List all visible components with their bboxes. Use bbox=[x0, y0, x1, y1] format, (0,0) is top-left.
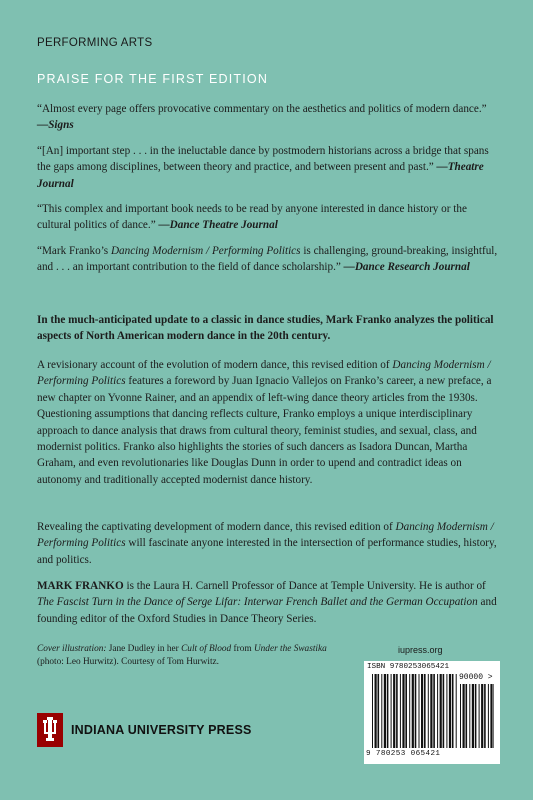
quote-text: “Mark Franko’s bbox=[37, 244, 111, 257]
lead-paragraph: In the much-anticipated update to a classic in dance studies, Mark Franko analyzes the political aspects of North American modern dance in the 20th century. bbox=[37, 314, 494, 343]
description-paragraph bbox=[37, 357, 499, 488]
description-text: features a foreword by Juan Ignacio Vallejos on Franko’s career, a new preface, a new chapter on Yvonne Rainer, and an appendix of left-wing dance theory articles from the 1930s. Questioning assumptions that dancing reflects culture, Franko employs a unique interdisciplinary approach to dance analysis that draws from cultural theory, feminist studies, and sexual, class, and modernist politics. Franko also highlights the stories of such dancers as Isadora Duncan, Martha Graham, and even revolutionaries like Douglas Dunn in order to upend and contradict ideas on autonomy and traditionally accepted modernist dance history. bbox=[37, 375, 492, 486]
price-code: 90000 > bbox=[459, 673, 493, 682]
quote-text: “[An] important step . . . in the ineluctable dance by postmodern historians across a bridge that spans the gaps among disciplines, between theory and practice, and between present and past.” bbox=[37, 144, 489, 174]
quote-text: “This complex and important book needs to be read by anyone interested in dance history or the cultural politics of dance.” bbox=[37, 203, 467, 232]
book-title: Dancing Modernism / Performing Politics bbox=[37, 359, 491, 388]
publisher-name: INDIANA UNIVERSITY PRESS bbox=[71, 723, 252, 737]
author-name: MARK FRANKO bbox=[37, 580, 124, 592]
quote-source: —Signs bbox=[37, 119, 74, 132]
closing-paragraph bbox=[37, 519, 499, 568]
praise-quotes bbox=[37, 101, 499, 285]
quote-source: —Dance Theatre Journal bbox=[158, 219, 278, 232]
barcode-bars-icon bbox=[372, 674, 458, 748]
quote bbox=[37, 243, 499, 276]
praise-heading: PRAISE FOR THE FIRST EDITION bbox=[37, 72, 269, 86]
cover-credit-source: Under the Swastika bbox=[253, 644, 327, 654]
quote bbox=[37, 101, 499, 134]
quote-text: is challenging, ground-breaking, insightful, and . . . an important contribution to the field of dance scholarship.” bbox=[37, 244, 498, 274]
description-text: A revisionary account of the evolution of modern dance, this revised edition of bbox=[37, 359, 393, 371]
publisher-logo bbox=[37, 713, 252, 747]
closing-text: Revealing the captivating development of modern dance, this revised edition of bbox=[37, 521, 396, 533]
cover-credit-label: Cover illustration: bbox=[37, 644, 107, 654]
barcode-addon-bars-icon bbox=[460, 684, 494, 748]
publisher-url: iupress.org bbox=[398, 645, 443, 655]
book-title: Dancing Modernism / Performing Politics bbox=[37, 521, 494, 550]
quote-text: “Almost every page offers provocative commentary on the aesthetics and politics of modern dance.” bbox=[37, 103, 487, 115]
quote-source: —Dance Research Journal bbox=[343, 261, 470, 274]
cover-credit-text: (photo: Leo Hurwitz). Courtesy of Tom Hurwitz. bbox=[37, 657, 219, 668]
barcode bbox=[364, 661, 500, 764]
quote bbox=[37, 201, 499, 234]
author-book-title: The Fascist Turn in the Dance of Serge Lifar: Interwar French Ballet and the German Occupation bbox=[37, 596, 478, 609]
cover-credit-text: Jane Dudley in her bbox=[106, 644, 182, 654]
quote-source: —Theatre Journal bbox=[37, 161, 484, 190]
cover-credit-work: Cult of Blood bbox=[181, 644, 232, 654]
cover-credit bbox=[37, 643, 327, 669]
quote-book-title: Dancing Modernism / Performing Politics bbox=[110, 244, 301, 257]
category-label: PERFORMING ARTS bbox=[37, 37, 153, 49]
author-bio-text: and founding editor of the Oxford Studies in Dance Theory Series. bbox=[37, 596, 497, 625]
author-bio bbox=[37, 578, 499, 627]
quote bbox=[37, 143, 499, 192]
isbn-label: ISBN 9780253065421 bbox=[367, 663, 450, 671]
iu-trident-icon bbox=[37, 713, 63, 747]
author-bio-text: is the Laura H. Carnell Professor of Dance at Temple University. He is author of bbox=[123, 580, 486, 592]
closing-text: will fascinate anyone interested in the intersection of performance studies, history, and politics. bbox=[37, 537, 497, 566]
barcode-digits: 9 780253 065421 bbox=[366, 750, 441, 758]
cover-credit-text: from bbox=[231, 644, 254, 654]
